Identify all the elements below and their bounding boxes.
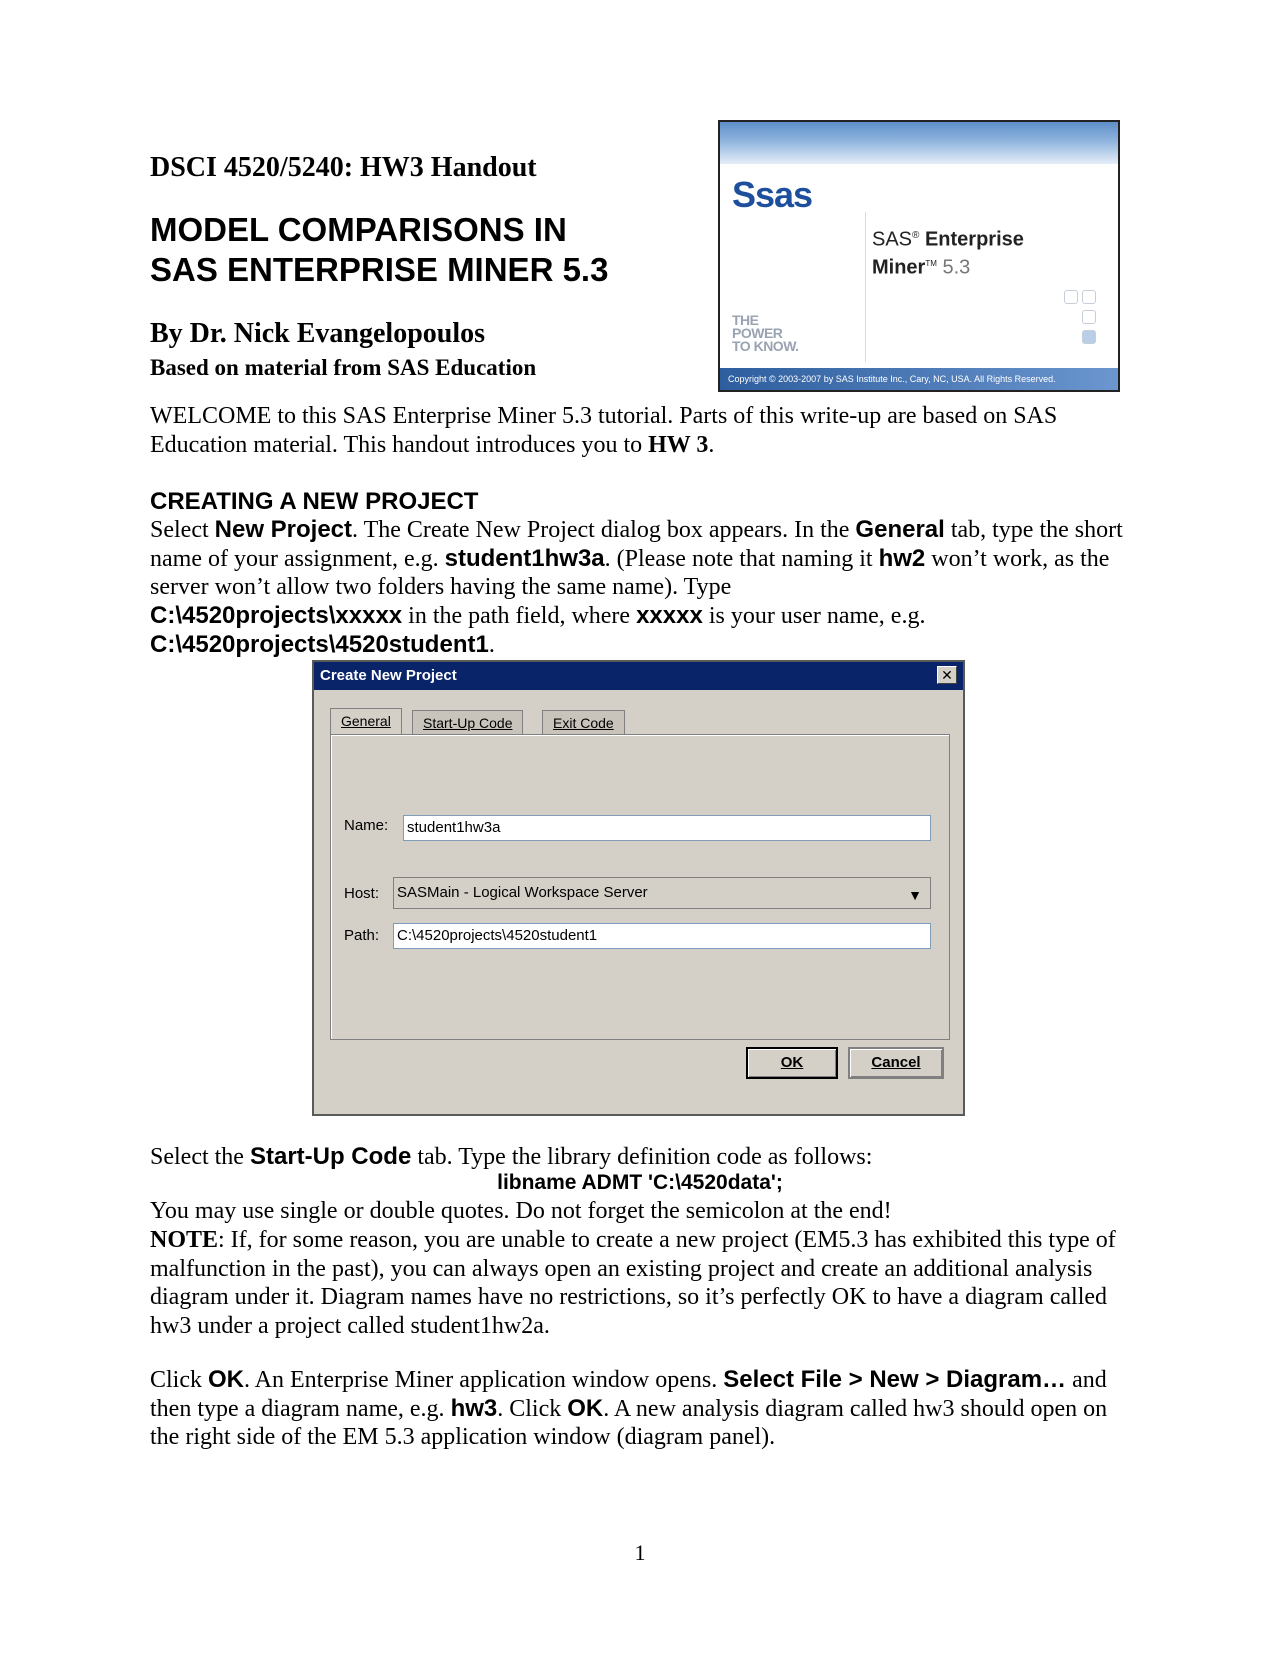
text: .	[488, 631, 495, 658]
text: Select	[150, 517, 215, 543]
splash-gradient-band	[720, 122, 1118, 164]
splash-copyright: Copyright © 2003-2007 by SAS Institute Inc., Cary, NC, USA. All Rights Reserved.	[720, 368, 1118, 390]
chevron-down-icon[interactable]: ▼	[908, 887, 922, 903]
text: . An Enterprise Miner application window opens.	[244, 1367, 724, 1393]
text: Select the	[150, 1144, 250, 1170]
deco-square-icon	[1082, 310, 1096, 324]
bold-ok: OK	[208, 1366, 244, 1393]
text: . (Please note that naming it	[604, 545, 879, 572]
text: . A new analysis diagram called hw3 should open on the right side of the EM 5.3 application window (diagram panel).	[150, 1395, 1108, 1451]
host-value: SASMain - Logical Workspace Server	[397, 884, 648, 901]
section-paragraph	[150, 516, 1130, 660]
text: . Click	[497, 1395, 568, 1422]
welcome-paragraph	[150, 402, 1130, 459]
splash-product-name	[872, 224, 1024, 279]
bold-ok-2: OK	[567, 1394, 604, 1422]
tab-general[interactable]: General	[330, 708, 402, 735]
dialog-titlebar	[314, 662, 963, 690]
splash-tagline	[732, 314, 799, 353]
path-label: Path:	[344, 927, 380, 944]
welcome-period: .	[708, 431, 715, 458]
bold-menu-path: Select File > New > Diagram…	[723, 1366, 1067, 1393]
create-project-dialog	[312, 660, 965, 1116]
tagline-line2: POWER	[732, 325, 783, 341]
note-text: : If, for some reason, you are unable to create a new project (EM5.3 has exhibited this type of malfunction in the past), you can always open an existing project and create an additional analysis diagram under it. Diagram names have no restrictions, so it’s perfectly OK to have a diagram called hw3 under a project called student1hw2a.	[150, 1227, 1116, 1340]
libname-code: libname ADMT 'C:\4520data';	[497, 1171, 783, 1194]
bold-startup-code: Start-Up Code	[249, 1143, 412, 1170]
text: and then type a diagram name, e.g.	[150, 1367, 1107, 1422]
ok-button[interactable]: OK	[746, 1047, 838, 1079]
note-paragraph	[150, 1226, 1140, 1341]
name-label: Name:	[344, 817, 389, 834]
text: won’t work, as the server won’t allow two folders having the same name). Type	[150, 545, 1110, 601]
text: in the path field, where	[402, 603, 637, 630]
dialog-tab-panel	[330, 734, 950, 1040]
product-sas: SAS	[872, 228, 913, 251]
cancel-button[interactable]: Cancel	[848, 1047, 944, 1079]
quotes-note: You may use single or double quotes. Do not forget the semicolon at the end!	[150, 1198, 892, 1224]
text: Click	[150, 1367, 208, 1393]
bold-example-name: student1hw3a	[444, 544, 605, 572]
bold-hw2: hw2	[878, 544, 926, 572]
welcome-hw: HW 3	[648, 431, 709, 458]
startup-paragraph	[150, 1143, 1130, 1172]
main-title	[150, 210, 608, 290]
deco-square-icon	[1082, 290, 1096, 304]
tagline-line1: THE	[732, 312, 759, 328]
bold-example-path: C:\4520projects\4520student1	[150, 630, 489, 658]
splash-divider	[865, 212, 866, 362]
trademark-mark: TM	[925, 258, 937, 268]
tagline-line3: TO KNOW.	[732, 338, 799, 354]
host-label: Host:	[344, 885, 380, 902]
main-title-line2: SAS ENTERPRISE MINER 5.3	[150, 251, 609, 288]
text: . The Create New Project dialog box appears. In the	[352, 517, 856, 543]
sas-splash-image	[718, 120, 1120, 392]
bold-xxxxx: xxxxx	[636, 602, 703, 630]
click-ok-paragraph	[150, 1366, 1140, 1452]
welcome-text: WELCOME to this SAS Enterprise Miner 5.3 tutorial. Parts of this write-up are based on SAS Education material. This handout introduces you to	[150, 403, 1058, 458]
name-input[interactable]: student1hw3a	[403, 815, 931, 841]
product-version: 5.3	[936, 256, 971, 279]
bold-general: General	[855, 516, 945, 543]
host-select[interactable]	[393, 877, 931, 909]
note-label: NOTE	[150, 1227, 219, 1253]
page-number: 1	[634, 1540, 646, 1565]
main-title-line1: MODEL COMPARISONS IN	[150, 211, 567, 248]
bold-new-project: New Project	[214, 516, 353, 543]
registered-mark: ®	[912, 230, 920, 241]
product-miner: Miner	[872, 256, 926, 279]
product-enterprise: Enterprise	[919, 228, 1024, 251]
text: tab. Type the library definition code as follows:	[411, 1144, 873, 1170]
tab-startup-code[interactable]: Start-Up Code	[412, 710, 523, 734]
dialog-title: Create New Project	[320, 667, 457, 684]
bold-path-pattern: C:\4520projects\xxxxx	[150, 602, 403, 630]
text: tab, type the short name of your assignment, e.g.	[150, 517, 1123, 572]
deco-square-icon	[1082, 330, 1096, 344]
sas-logo: Ssas	[732, 174, 813, 215]
text: is your user name, e.g.	[702, 603, 926, 630]
based-on: Based on material from SAS Education	[150, 355, 537, 380]
bold-hw3: hw3	[450, 1394, 498, 1422]
author: By Dr. Nick Evangelopoulos	[150, 318, 486, 349]
path-input[interactable]: C:\4520projects\4520student1	[393, 923, 931, 949]
deco-square-icon	[1064, 290, 1078, 304]
section-heading: CREATING A NEW PROJECT	[150, 488, 479, 515]
tab-exit-code[interactable]: Exit Code	[542, 710, 625, 734]
close-icon[interactable]: ✕	[937, 666, 957, 684]
course-title: DSCI 4520/5240: HW3 Handout	[150, 152, 537, 183]
